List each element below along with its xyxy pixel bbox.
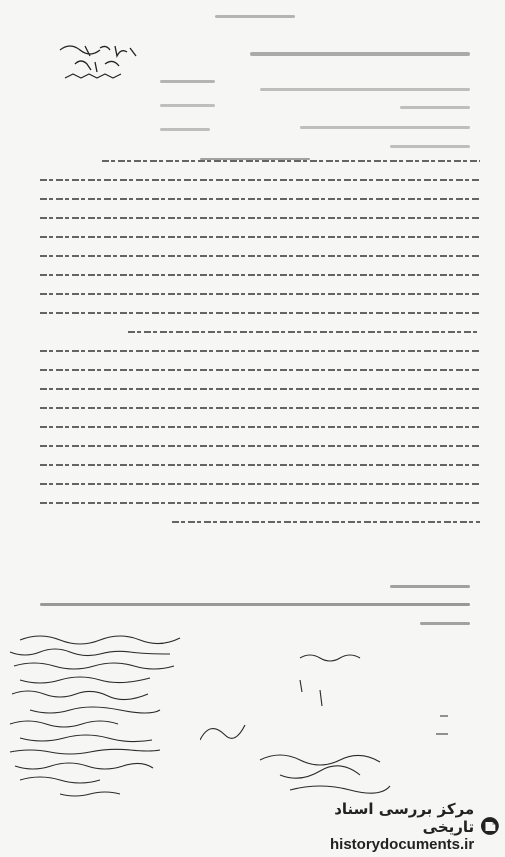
watermark-site-url: historydocuments.ir <box>330 835 475 853</box>
watermark-persian-text: مرکز بررسی اسناد تاریخی <box>334 799 475 836</box>
header-meta-line-6 <box>160 128 210 131</box>
header-meta-line-8 <box>390 145 470 148</box>
document-body-text <box>40 160 480 540</box>
header-meta-line-4 <box>160 104 215 107</box>
archive-logo-icon <box>480 806 500 846</box>
handwritten-signatures-right <box>200 650 480 810</box>
handwritten-reference-number <box>55 42 145 82</box>
closing-line-3 <box>420 622 470 625</box>
archive-watermark <box>330 800 500 852</box>
handwritten-signatures-left <box>0 630 200 805</box>
header-meta-line-7 <box>300 126 470 129</box>
header-meta-line-5 <box>400 106 470 109</box>
header-meta-line-1 <box>250 52 470 56</box>
header-meta-line-2 <box>160 80 215 83</box>
closing-line-1 <box>390 585 470 588</box>
header-meta-line-3 <box>260 88 470 91</box>
header-faded-line <box>215 15 295 18</box>
closing-line-2 <box>40 603 470 606</box>
